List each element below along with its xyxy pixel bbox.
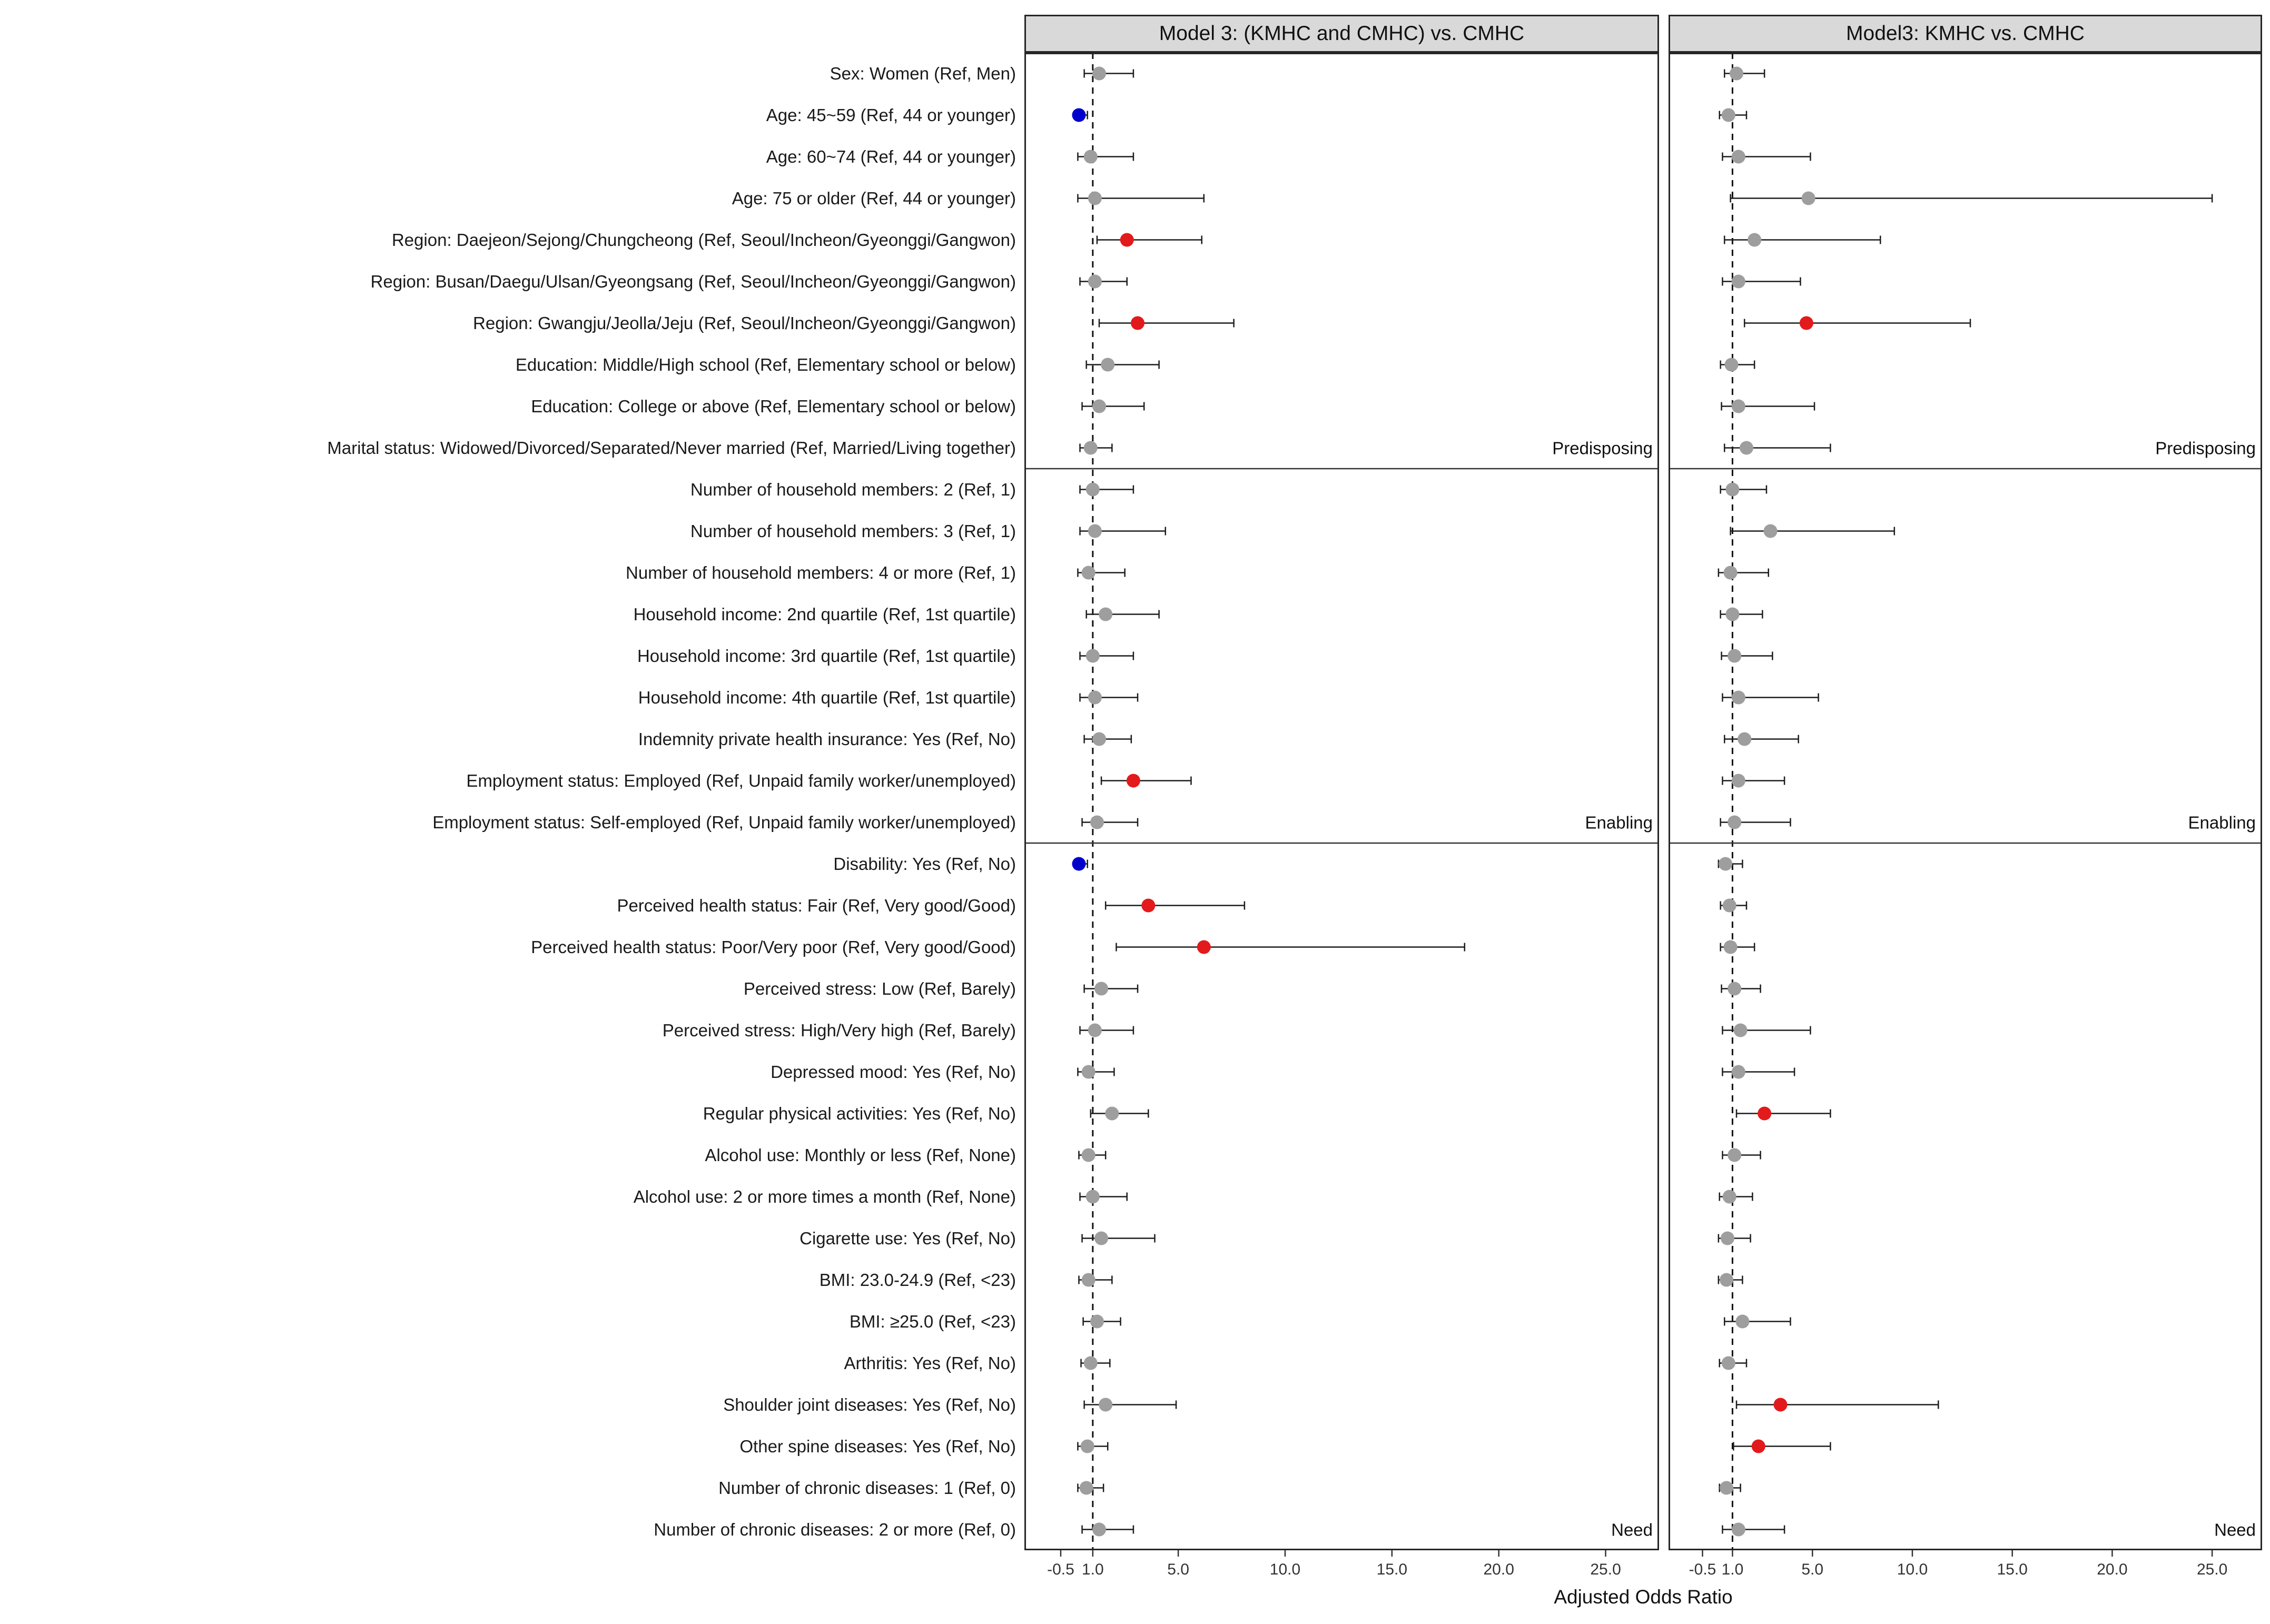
row-label: Depressed mood: Yes (Ref, No) <box>771 1062 1016 1082</box>
section-label: Enabling <box>1585 813 1653 833</box>
x-tick-label: 15.0 <box>1997 1561 2028 1578</box>
or-point <box>1732 1065 1745 1079</box>
or-point <box>1099 1398 1112 1412</box>
or-point <box>1094 982 1108 996</box>
or-point <box>1728 1148 1741 1162</box>
or-point <box>1141 899 1155 913</box>
row-label: Household income: 3rd quartile (Ref, 1st quartile) <box>637 646 1016 666</box>
or-point <box>1088 691 1102 705</box>
row-label: Age: 75 or older (Ref, 44 or younger) <box>732 188 1016 208</box>
x-tick-label: 5.0 <box>1167 1561 1189 1578</box>
or-point <box>1099 608 1112 621</box>
row-label: Alcohol use: 2 or more times a month (Ref, None) <box>633 1186 1016 1206</box>
row-label: Cigarette use: Yes (Ref, No) <box>800 1228 1016 1248</box>
or-point <box>1082 1065 1095 1079</box>
x-tick-label: 10.0 <box>1269 1561 1301 1578</box>
axis-title-row <box>0 1581 2270 1608</box>
or-point <box>1092 732 1106 746</box>
row-label: Perceived health status: Fair (Ref, Very good/Good) <box>617 895 1016 915</box>
or-point <box>1072 108 1085 122</box>
or-point <box>1802 192 1815 205</box>
or-point <box>1081 1440 1094 1453</box>
row-label: Sex: Women (Ref, Men) <box>830 63 1016 83</box>
or-point <box>1084 1356 1098 1370</box>
x-tick-label: -0.5 <box>1689 1561 1716 1578</box>
or-point <box>1197 940 1211 954</box>
plot-row <box>0 53 2270 1550</box>
row-label: Alcohol use: Monthly or less (Ref, None) <box>705 1145 1016 1165</box>
x-tick-label: 25.0 <box>1590 1561 1621 1578</box>
or-point <box>1101 358 1114 372</box>
or-point <box>1728 649 1741 663</box>
x-tick-label: -0.5 <box>1047 1561 1074 1578</box>
or-point <box>1082 566 1095 580</box>
or-point <box>1082 1273 1095 1287</box>
row-label: Number of chronic diseases: 1 (Ref, 0) <box>718 1478 1016 1498</box>
or-point <box>1723 1190 1736 1204</box>
row-label: Perceived health status: Poor/Very poor (Ref, Very good/Good) <box>531 937 1016 957</box>
or-point <box>1725 608 1739 621</box>
row-label: Education: College or above (Ref, Elementary school or below) <box>531 396 1016 416</box>
or-point <box>1732 691 1745 705</box>
x-tick-label: 5.0 <box>1801 1561 1824 1578</box>
row-label: Shoulder joint diseases: Yes (Ref, No) <box>723 1394 1016 1414</box>
or-point <box>1072 857 1085 871</box>
row-label: Arthritis: Yes (Ref, No) <box>844 1353 1016 1373</box>
or-point <box>1086 649 1100 663</box>
or-point <box>1758 1107 1771 1121</box>
or-point <box>1730 67 1743 81</box>
x-axis-title: Adjusted Odds Ratio <box>1554 1586 1733 1608</box>
panel-title-right-text: Model3: KMHC vs. CMHC <box>1846 22 2085 45</box>
or-point <box>1720 1273 1733 1287</box>
panel-header-right <box>1669 15 2262 53</box>
row-label: Number of household members: 2 (Ref, 1) <box>690 479 1016 499</box>
panel-title-left-text: Model 3: (KMHC and CMHC) vs. CMHC <box>1159 22 1525 45</box>
or-point <box>1732 275 1745 289</box>
forest-panel-left <box>1024 53 1659 1550</box>
or-point <box>1090 1315 1104 1329</box>
or-point <box>1735 1315 1749 1329</box>
or-point <box>1082 1148 1095 1162</box>
or-point <box>1724 566 1738 580</box>
row-label: Employment status: Self-employed (Ref, Unpaid family worker/unemployed) <box>432 812 1016 832</box>
x-tick-label: 20.0 <box>2097 1561 2128 1578</box>
row-label: Disability: Yes (Ref, No) <box>833 854 1016 874</box>
row-label: Perceived stress: Low (Ref, Barely) <box>743 978 1016 998</box>
row-label: Age: 45~59 (Ref, 44 or younger) <box>766 105 1016 125</box>
row-label: Region: Daejeon/Sejong/Chungcheong (Ref, Seoul/Incheon/Gyeonggi/Gangwon) <box>391 230 1016 250</box>
or-point <box>1732 150 1745 164</box>
or-point <box>1734 1024 1748 1037</box>
or-point <box>1752 1440 1765 1453</box>
or-point <box>1088 1024 1102 1037</box>
or-point <box>1748 233 1761 247</box>
or-point <box>1719 857 1732 871</box>
or-point <box>1092 67 1106 81</box>
panel-header-row <box>0 15 2270 53</box>
x-tick-label: 1.0 <box>1081 1561 1104 1578</box>
or-point <box>1092 400 1106 413</box>
or-point <box>1090 816 1104 829</box>
row-label: Education: Middle/High school (Ref, Elementary school or below) <box>515 354 1016 374</box>
or-point <box>1773 1398 1787 1412</box>
row-label: Age: 60~74 (Ref, 44 or younger) <box>766 146 1016 166</box>
or-point <box>1764 524 1778 538</box>
row-label: BMI: ≥25.0 (Ref, <23) <box>849 1311 1016 1331</box>
panel-background <box>1024 53 1659 1550</box>
x-tick-label: 25.0 <box>2196 1561 2228 1578</box>
or-point <box>1723 899 1736 913</box>
section-label: Predisposing <box>1552 438 1653 458</box>
or-point <box>1728 816 1741 829</box>
x-axis-left <box>1024 1550 1659 1581</box>
row-label: Indemnity private health insurance: Yes (Ref, No) <box>638 729 1016 749</box>
row-label: Other spine diseases: Yes (Ref, No) <box>739 1436 1016 1456</box>
or-point <box>1088 192 1102 205</box>
row-label: Household income: 2nd quartile (Ref, 1st quartile) <box>633 604 1016 624</box>
or-point <box>1080 1481 1093 1495</box>
or-point <box>1131 316 1144 330</box>
x-tick-label: 1.0 <box>1721 1561 1744 1578</box>
row-labels-column <box>0 53 1024 1550</box>
or-point <box>1721 1232 1734 1245</box>
row-label: Number of chronic diseases: 2 or more (Ref, 0) <box>654 1519 1016 1539</box>
or-point <box>1732 1523 1745 1537</box>
row-label: Region: Gwangju/Jeolla/Jeju (Ref, Seoul/Incheon/Gyeonggi/Gangwon) <box>473 313 1016 333</box>
x-tick-label: 20.0 <box>1483 1561 1514 1578</box>
or-point <box>1722 1356 1735 1370</box>
or-point <box>1086 1190 1100 1204</box>
row-label: Household income: 4th quartile (Ref, 1st quartile) <box>638 687 1016 707</box>
or-point <box>1086 483 1100 497</box>
row-label: Region: Busan/Daegu/Ulsan/Gyeongsang (Ref, Seoul/Incheon/Gyeonggi/Gangwon) <box>370 271 1016 291</box>
x-axis-row <box>0 1550 2270 1581</box>
or-point <box>1084 441 1098 455</box>
panel-header-left <box>1024 15 1659 53</box>
row-label: Number of household members: 4 or more (Ref, 1) <box>626 562 1016 582</box>
or-point <box>1720 1481 1733 1495</box>
row-label: BMI: 23.0-24.9 (Ref, <23) <box>819 1270 1016 1290</box>
or-point <box>1738 732 1751 746</box>
section-label: Need <box>1611 1520 1653 1540</box>
or-point <box>1722 108 1735 122</box>
row-label: Employment status: Employed (Ref, Unpaid family worker/unemployed) <box>466 770 1016 790</box>
forest-panel-right <box>1669 53 2262 1550</box>
or-point <box>1088 275 1102 289</box>
or-point <box>1120 233 1134 247</box>
or-point <box>1732 400 1745 413</box>
or-point <box>1127 774 1140 788</box>
x-tick-label: 15.0 <box>1376 1561 1408 1578</box>
x-axis-right <box>1669 1550 2262 1581</box>
or-point <box>1728 982 1741 996</box>
or-point <box>1740 441 1753 455</box>
or-point <box>1732 774 1745 788</box>
x-tick-label: 10.0 <box>1897 1561 1928 1578</box>
or-point <box>1088 524 1102 538</box>
row-label: Number of household members: 3 (Ref, 1) <box>690 521 1016 541</box>
or-point <box>1084 150 1098 164</box>
section-label: Need <box>2214 1520 2256 1540</box>
or-point <box>1105 1107 1119 1121</box>
or-point <box>1725 483 1739 497</box>
panel-background <box>1669 53 2262 1550</box>
or-point <box>1725 358 1739 372</box>
or-point <box>1094 1232 1108 1245</box>
row-label: Marital status: Widowed/Divorced/Separated/Never married (Ref, Married/Living together) <box>327 438 1016 458</box>
row-label: Regular physical activities: Yes (Ref, No) <box>703 1103 1016 1123</box>
section-label: Enabling <box>2188 813 2256 833</box>
section-label: Predisposing <box>2155 438 2256 458</box>
or-point <box>1724 940 1738 954</box>
or-point <box>1092 1523 1106 1537</box>
or-point <box>1800 316 1813 330</box>
row-label: Perceived stress: High/Very high (Ref, Barely) <box>662 1020 1016 1040</box>
